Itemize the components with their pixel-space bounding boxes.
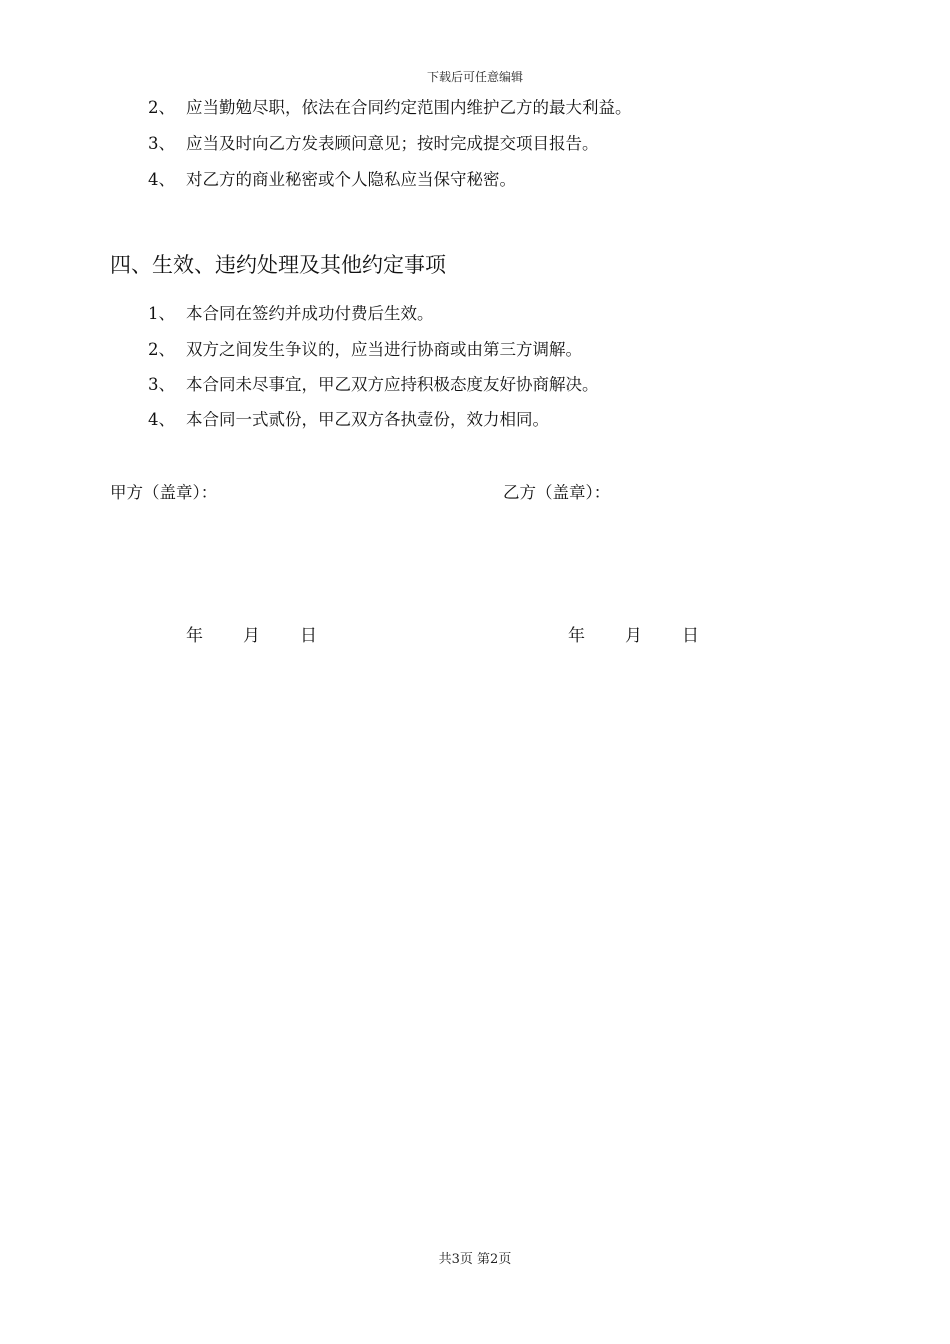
list-item xyxy=(148,304,434,324)
list-item-number: 3、 xyxy=(148,134,175,153)
list-item xyxy=(148,375,599,395)
day-label: 日 xyxy=(300,626,317,646)
header-note: 下载后可任意编辑 xyxy=(426,70,523,84)
list-item-text: 对乙方的商业秘密或个人隐私应当保守秘密。 xyxy=(186,170,516,189)
list-item-number: 1、 xyxy=(148,304,175,323)
list-item-number: 2、 xyxy=(148,98,175,117)
party-a-date xyxy=(186,625,317,647)
list-item xyxy=(148,134,599,154)
party-b-seal-label: 乙方（盖章）： xyxy=(503,483,611,502)
list-item-text: 本合同一式贰份，甲乙双方各执壹份，效力相同。 xyxy=(186,410,549,429)
list-item-text: 双方之间发生争议的，应当进行协商或由第三方调解。 xyxy=(186,340,582,359)
month-label: 月 xyxy=(625,626,642,646)
year-label: 年 xyxy=(186,626,203,646)
list-item xyxy=(148,98,632,118)
list-item xyxy=(148,340,582,360)
list-item-number: 4、 xyxy=(148,170,175,189)
month-label: 月 xyxy=(243,626,260,646)
page-footer: 共3页 第2页 xyxy=(438,1252,512,1267)
list-item xyxy=(148,170,516,190)
list-item xyxy=(148,410,549,430)
party-b-date xyxy=(568,625,699,647)
list-item-number: 4、 xyxy=(148,410,175,429)
list-item-text: 应当及时向乙方发表顾问意见；按时完成提交项目报告。 xyxy=(186,134,599,153)
day-label: 日 xyxy=(682,626,699,646)
party-a-seal-label: 甲方（盖章）： xyxy=(110,483,218,502)
section-heading: 四、生效、违约处理及其他约定事项 xyxy=(110,253,446,277)
list-item-number: 3、 xyxy=(148,375,175,394)
list-item-text: 本合同未尽事宜，甲乙双方应持积极态度友好协商解决。 xyxy=(186,375,599,394)
list-item-text: 本合同在签约并成功付费后生效。 xyxy=(186,304,434,323)
list-item-number: 2、 xyxy=(148,340,175,359)
list-item-text: 应当勤勉尽职，依法在合同约定范围内维护乙方的最大利益。 xyxy=(186,98,632,117)
year-label: 年 xyxy=(568,626,585,646)
